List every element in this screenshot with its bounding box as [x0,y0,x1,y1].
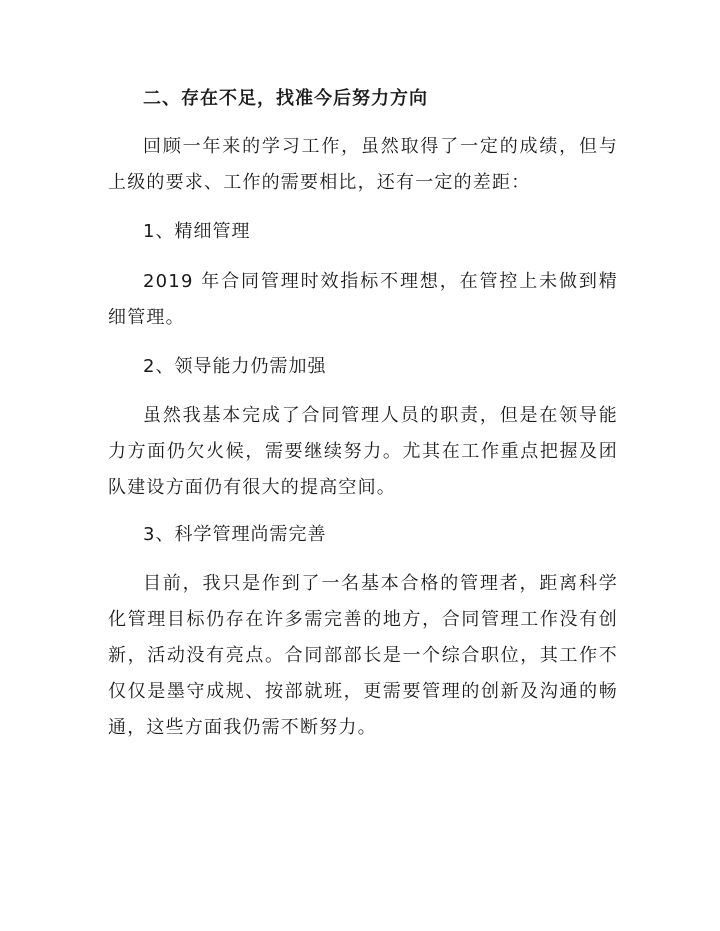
item-1-heading: 1、精细管理 [143,221,251,242]
item-2-body: 虽然我基本完成了合同管理人员的职责，但是在领导能力方面仍欠火候，需要继续努力。尤其在工作重点把握及团队建设方面仍有很大的提高空间。 [108,405,618,498]
item-3-heading: 3、科学管理尚需完善 [143,524,327,545]
section-title: 二、存在不足，找准今后努力方向 [143,88,428,109]
item-1-body: 2019 年合同管理时效指标不理想，在管控上未做到精细管理。 [108,271,618,328]
item-3-body: 目前，我只是作到了一名基本合格的管理者，距离科学化管理目标仍存在许多需完善的地方，合同管理工作没有创新，活动没有亮点。合同部部长是一个综合职位，其工作不仅仅是墨守成规、按部就班，更需要管理的创新及沟通的畅通，这些方面我仍需不断努力。 [108,573,618,738]
item-2-heading: 2、领导能力仍需加强 [143,356,327,377]
intro-paragraph: 回顾一年来的学习工作，虽然取得了一定的成绩，但与上级的要求、工作的需要相比，还有一定的差距： [108,136,618,193]
